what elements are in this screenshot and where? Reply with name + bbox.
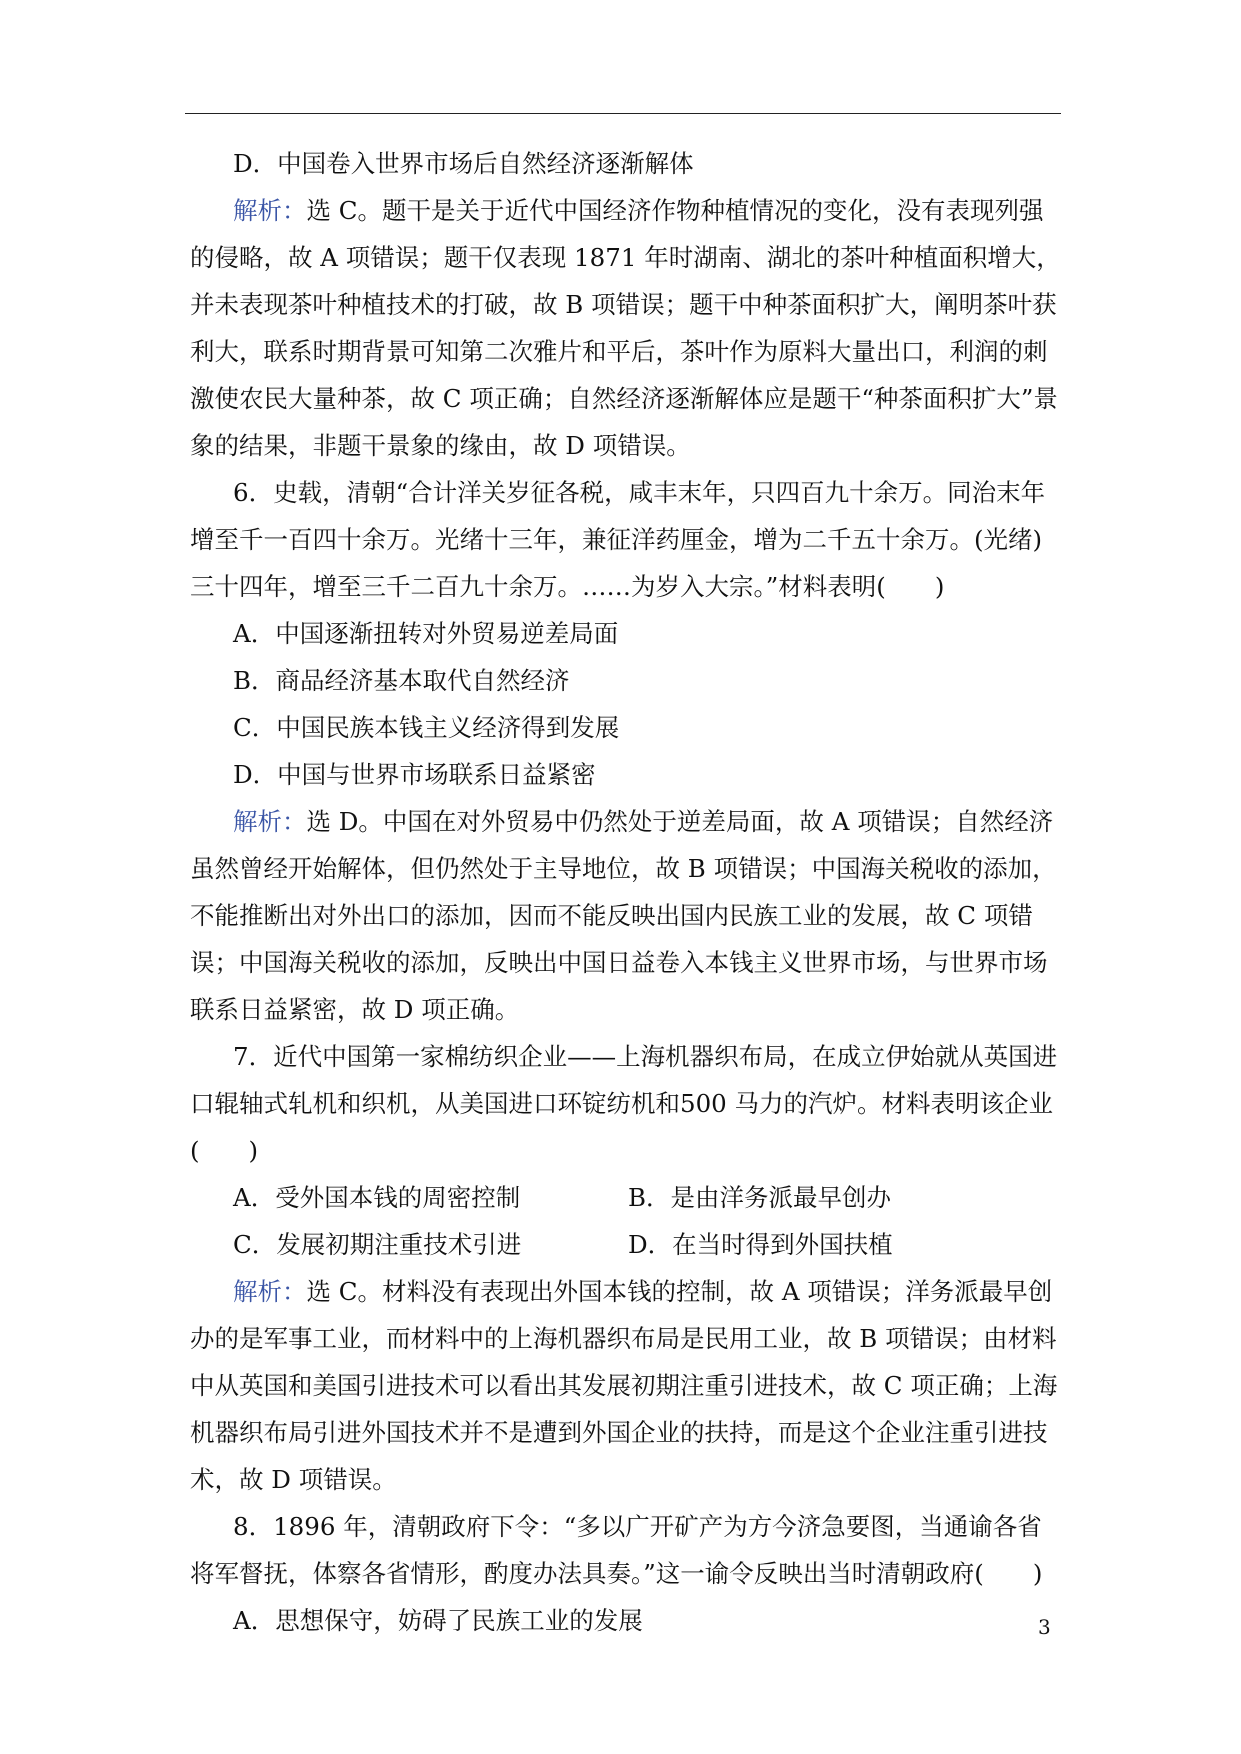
question-7: 7．近代中国第一家棉纺织企业——上海机器织布局，在成立伊始就从英国进口辊轴式轧机和织机，从美国进口环锭纺机和500 马力的汽炉。材料表明该企业( ) bbox=[190, 1042, 1058, 1165]
option-left: C．发展初期注重技术引进 bbox=[233, 1230, 522, 1259]
analysis-label: 解析： bbox=[233, 1277, 307, 1306]
option-line: A．思想保守，妨碍了民族工业的发展 bbox=[233, 1606, 643, 1635]
analysis-text: 选 C。题干是关于近代中国经济作物种植情况的变化，没有表现列强的侵略，故 A 项错误；题干仅表现 1871 年时湖南、湖北的茶叶种植面积增大，并未表现茶叶种植技术的打破，故 B 项错误；题干中种茶面积扩大，阐明茶叶获利大，联系时期背景可知第二次雅片和平后，茶叶作为原料大量出口，利润的刺激使农民大量种茶，故 C 项正确；自然经济逐渐解体应是题干“种茶面积扩大”景象的结果，非题干景象的缘由，故 D 项错误。 bbox=[190, 196, 1061, 460]
option-line: B．商品经济基本取代自然经济 bbox=[233, 666, 570, 695]
option-right: B．是由洋务派最早创办 bbox=[628, 1183, 892, 1212]
option-row bbox=[190, 1221, 1065, 1268]
document-body bbox=[190, 140, 1065, 1644]
analysis-paragraph bbox=[190, 187, 1065, 469]
page-number: 3 bbox=[1038, 1615, 1051, 1639]
option-line: D．中国与世界市场联系日益紧密 bbox=[233, 760, 596, 789]
question-8: 8．1896 年，清朝政府下令：“多以广开矿产为方今济急要图，当通谕各省将军督抚，体察各省情形，酌度办法具奏。”这一谕令反映出当时清朝政府( ) bbox=[190, 1512, 1043, 1588]
option-line: A．中国逐渐扭转对外贸易逆差局面 bbox=[233, 619, 619, 648]
header-rule bbox=[185, 113, 1061, 114]
option-line: C．中国民族本钱主义经济得到发展 bbox=[233, 713, 620, 742]
option-row bbox=[190, 1174, 1065, 1221]
analysis-text: 选 C。材料没有表现出外国本钱的控制，故 A 项错误；洋务派最早创办的是军事工业，而材料中的上海机器织布局是民用工业，故 B 项错误；由材料中从英国和美国引进技术可以看出其发展初期注重引进技术，故 C 项正确；上海机器织布局引进外国技术并不是遭到外国企业的扶持，而是这个企业注重引进技术，故 D 项错误。 bbox=[190, 1277, 1058, 1494]
option-left: A．受外国本钱的周密控制 bbox=[233, 1183, 521, 1212]
analysis-label: 解析： bbox=[233, 807, 307, 836]
option-line: D．中国卷入世界市场后自然经济逐渐解体 bbox=[233, 149, 694, 178]
analysis-paragraph bbox=[190, 798, 1065, 1033]
question-6: 6．史载，清朝“合计洋关岁征各税，咸丰末年，只四百九十余万。同治末年增至千一百四十余万。光绪十三年，兼征洋药厘金，增为二千五十余万。(光绪)三十四年，增至三千二百九十余万。……为岁入大宗。”材料表明( ) bbox=[190, 478, 1046, 601]
analysis-text: 选 D。中国在对外贸易中仍然处于逆差局面，故 A 项错误；自然经济虽然曾经开始解体，但仍然处于主导地位，故 B 项错误；中国海关税收的添加，不能推断出对外出口的添加，因而不能反映出国内民族工业的发展，故 C 项错误；中国海关税收的添加，反映出中国日益卷入本钱主义世界市场，与世界市场联系日益紧密，故 D 项正确。 bbox=[190, 807, 1057, 1024]
analysis-label: 解析： bbox=[233, 196, 307, 225]
option-right: D．在当时得到外国扶植 bbox=[628, 1230, 893, 1259]
analysis-paragraph bbox=[190, 1268, 1065, 1503]
